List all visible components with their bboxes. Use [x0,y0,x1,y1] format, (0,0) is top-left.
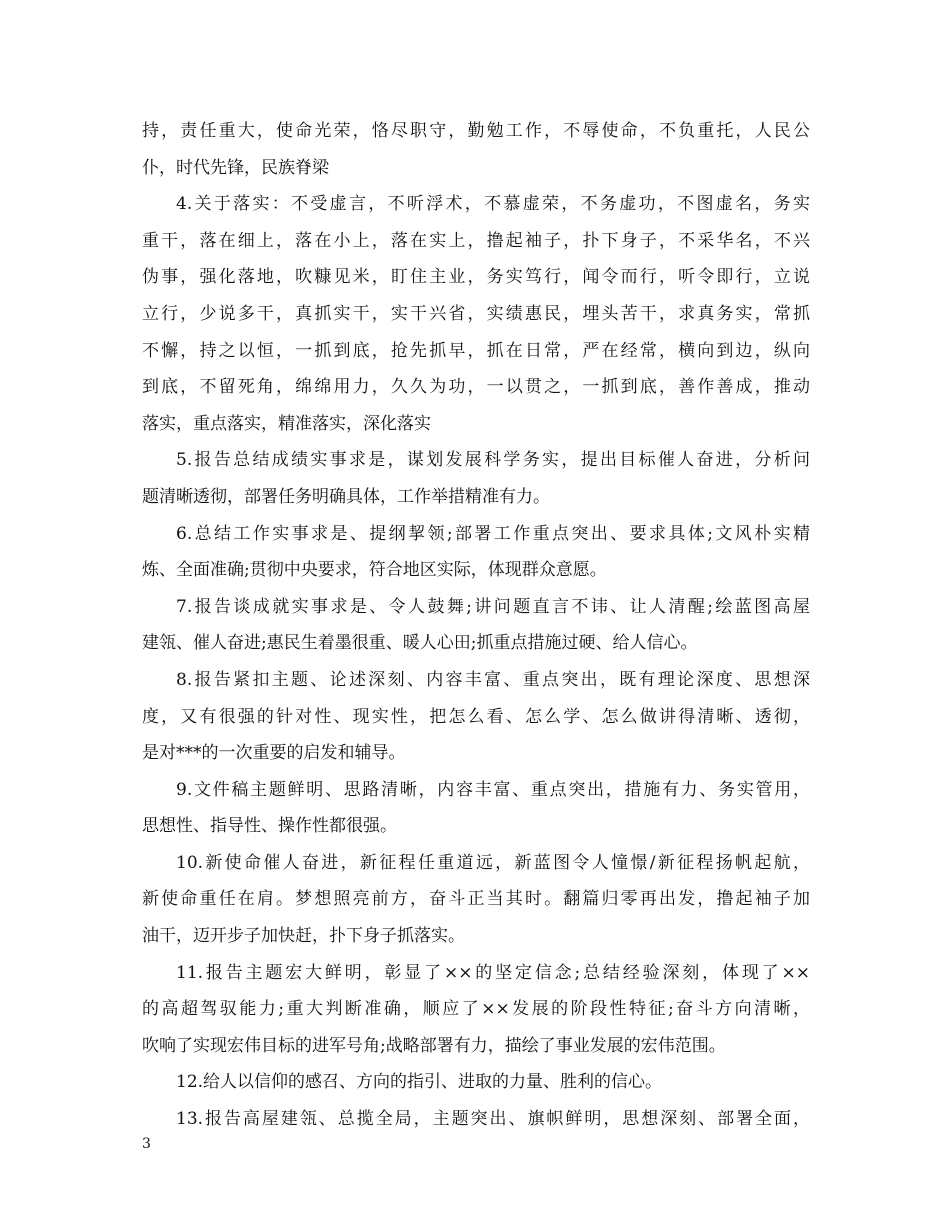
text-line: 油干，迈开步子加快赶，扑下身子抓落实。 [142,926,465,947]
text-line: 8.报告紧扣主题、论述深刻、内容丰富、重点突出，既有理论深度、思想深 [176,669,810,690]
text-line: 思想性、指导性、操作性都很强。 [142,816,397,837]
text-line: 吹响了实现宏伟目标的进军号角;战略部署有力，描绘了事业发展的宏伟范围。 [142,1035,726,1056]
text-line: 11.报告主题宏大鲜明，彰显了××的坚定信念;总结经验深刻，体现了×× [176,962,810,983]
text-line: 落实，重点落实，精准落实，深化落实 [142,413,431,434]
page-number: 3 [142,1136,151,1152]
text-line: 立行，少说多干，真抓实干，实干兴省，实绩惠民，埋头苦干，求真务实，常抓 [142,303,810,324]
text-line: 是对***的一次重要的启发和辅导。 [142,743,406,764]
text-line: 到底，不留死角，绵绵用力，久久为功，一以贯之，一抓到底，善作善成，推动 [142,377,810,398]
text-line: 10.新使命催人奋进，新征程任重道远，新蓝图令人憧憬/新征程扬帆起航， [176,852,810,873]
text-line: 建瓴、催人奋进;惠民生着墨很重、暖人心田;抓重点措施过硬、给人信心。 [142,633,698,654]
text-line: 6.总结工作实事求是、提纲挈领;部署工作重点突出、要求具体;文风朴实精 [176,523,810,544]
text-line: 13.报告高屋建瓴、总揽全局，主题突出、旗帜鲜明，思想深刻、部署全面， [176,1109,810,1130]
text-line: 5.报告总结成绩实事求是，谋划发展科学务实，提出目标催人奋进，分析问 [176,450,810,471]
text-line: 炼、全面准确;贯彻中央要求，符合地区实际，体现群众意愿。 [142,560,607,581]
text-line: 新使命重任在肩。梦想照亮前方，奋斗正当其时。翻篇归零再出发，撸起袖子加 [142,889,810,910]
text-line: 9.文件稿主题鲜明、思路清晰，内容丰富、重点突出，措施有力、务实管用， [176,779,810,800]
document-body [142,113,810,1138]
text-line: 的高超驾驭能力;重大判断准确，顺应了××发展的阶段性特征;奋斗方向清晰， [142,999,810,1020]
text-line: 不懈，持之以恒，一抓到底，抢先抓早，抓在日常，严在经常，横向到边，纵向 [142,340,810,361]
text-line: 4.关于落实：不受虚言，不听浮术，不慕虚荣，不务虚功，不图虚名，务实 [176,194,810,215]
text-line: 题清晰透彻，部署任务明确具体，工作举措精准有力。 [142,486,550,507]
text-line: 重干，落在细上，落在小上，落在实上，撸起袖子，扑下身子，不采华名，不兴 [142,230,810,251]
text-line: 伪事，强化落地，吹糠见米，盯住主业，务实笃行，闻令而行，听令即行，立说 [142,267,810,288]
text-line: 7.报告谈成就实事求是、令人鼓舞;讲问题直言不讳、让人清醒;绘蓝图高屋 [176,596,810,617]
text-line: 度，又有很强的针对性、现实性，把怎么看、怎么学、怎么做讲得清晰、透彻， [142,706,810,727]
text-line: 仆，时代先锋，民族脊梁 [142,157,329,178]
text-line: 12.给人以信仰的感召、方向的指引、进取的力量、胜利的信心。 [176,1072,663,1093]
text-line: 持，责任重大，使命光荣，恪尽职守，勤勉工作，不辱使命，不负重托，人民公 [142,121,810,141]
